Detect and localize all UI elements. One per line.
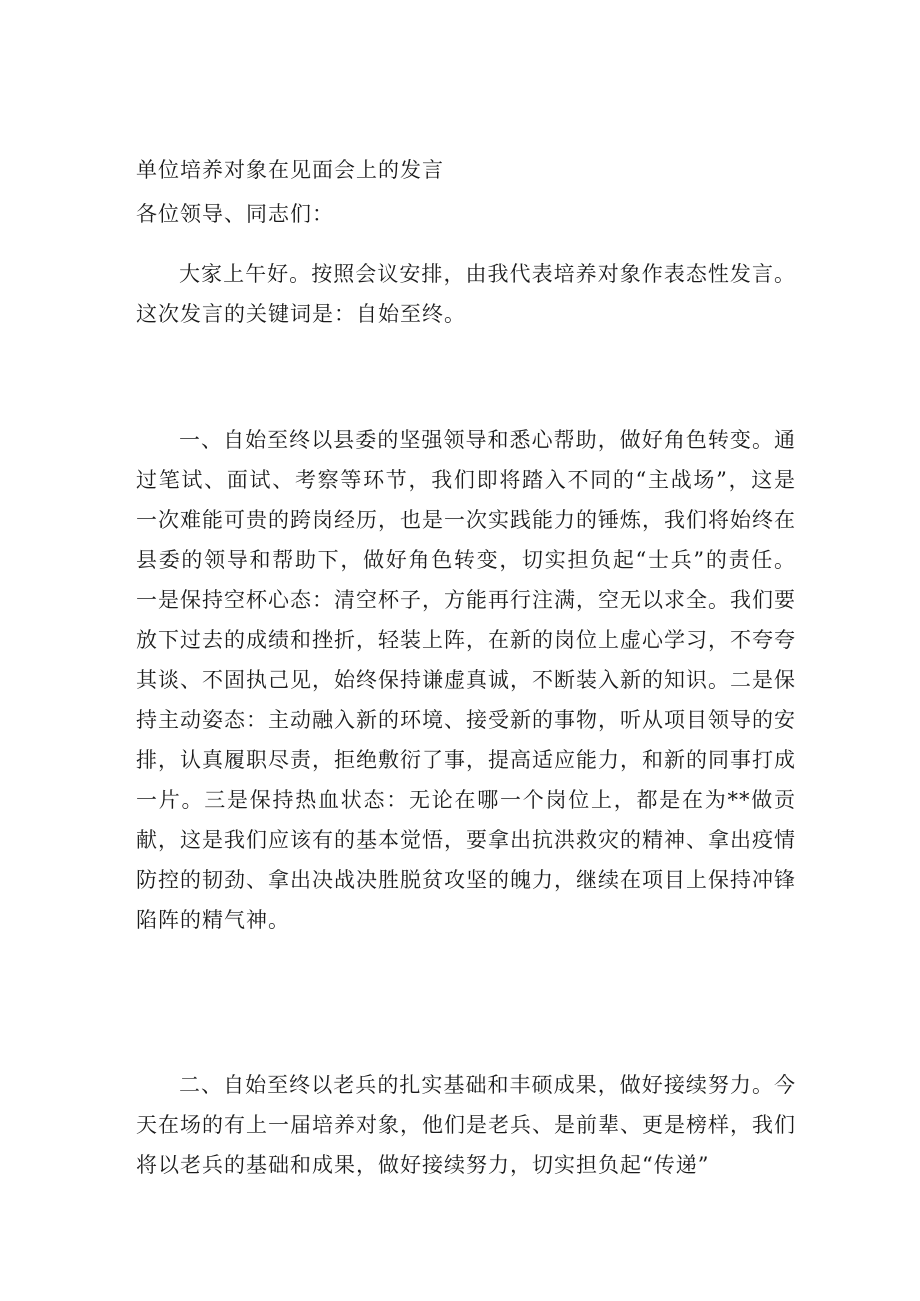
- paragraph-opening: 大家上午好。按照会议安排，由我代表培养对象作表态性发言。这次发言的关键词是：自始至终。: [136, 262, 796, 326]
- paragraph-section-two: 二、自始至终以老兵的扎实基础和丰硕成果，做好接续努力。今天在场的有上一届培养对象，他们是老兵、是前辈、更是榜样，我们将以老兵的基础和成果，做好接续努力，切实担负起“传递”: [136, 1073, 796, 1177]
- paragraph-section-one: 一、自始至终以县委的坚强领导和悉心帮助，做好角色转变。通过笔试、面试、考察等环节，我们即将踏入不同的“主战场”，这是一次难能可贵的跨岗经历，也是一次实践能力的锤炼，我们将始终在县委的领导和帮助下，做好角色转变，切实担负起“士兵”的责任。一是保持空杯心态：清空杯子，方能再行注满，空无以求全。我们要放下过去的成绩和挫折，轻装上阵，在新的岗位上虚心学习，不夸夸其谈、不固执己见，始终保持谦虚真诚，不断装入新的知识。二是保持主动姿态：主动融入新的环境、接受新的事物，听从项目领导的安排，认真履职尽责，拒绝敷衍了事，提高适应能力，和新的同事打成一片。三是保持热血状态：无论在哪一个岗位上，都是在为**做贡献，这是我们应该有的基本觉悟，要拿出抗洪救灾的精神、拿出疫情防控的韧劲、拿出决战决胜脱贫攻坚的魄力，继续在项目上保持冲锋陷阵的精气神。: [136, 428, 796, 932]
- document-title: 单位培养对象在见面会上的发言: [136, 158, 444, 182]
- salutation: 各位领导、同志们：: [136, 202, 334, 226]
